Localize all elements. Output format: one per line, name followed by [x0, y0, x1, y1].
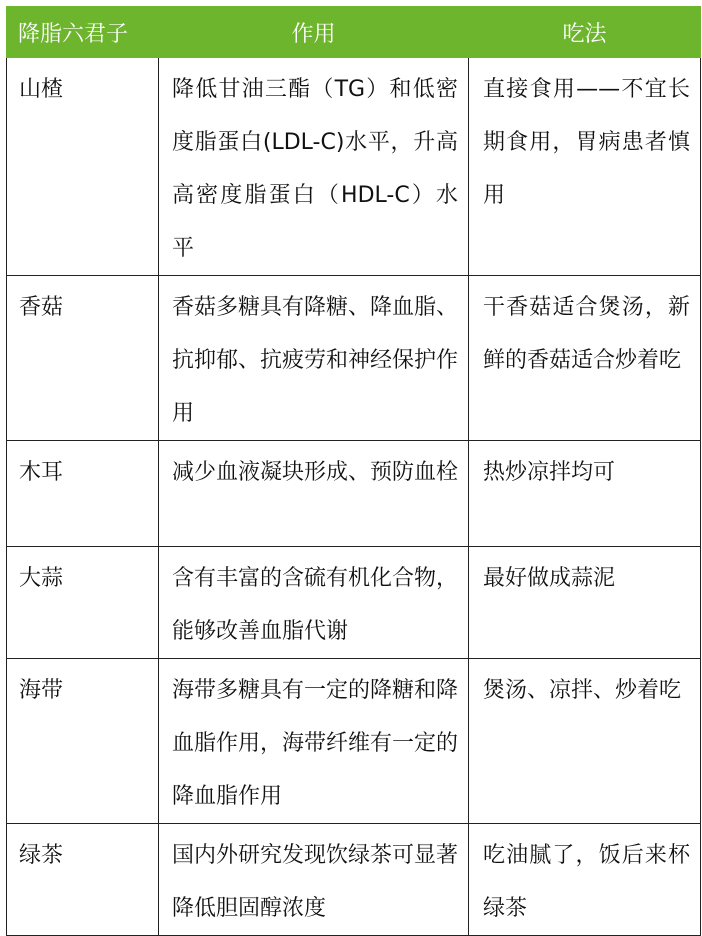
food-effect: 含有丰富的含硫有机化合物，能够改善血脂代谢 — [159, 547, 469, 659]
food-name: 山楂 — [7, 58, 159, 276]
food-eating-method: 最好做成蒜泥 — [469, 547, 701, 659]
table-row — [7, 58, 701, 276]
food-effect: 海带多糖具有一定的降糖和降血脂作用，海带纤维有一定的降血脂作用 — [159, 659, 469, 824]
table-row — [7, 276, 701, 441]
food-name: 香菇 — [7, 276, 159, 441]
food-eating-method: 热炒凉拌均可 — [469, 441, 701, 547]
table-row — [7, 547, 701, 659]
food-effect: 降低甘油三酯（TG）和低密度脂蛋白(LDL-C)水平，升高高密度脂蛋白（HDL-C）水平 — [159, 58, 469, 276]
lipid-food-table — [6, 6, 701, 936]
food-effect: 香菇多糖具有降糖、降血脂、抗抑郁、抗疲劳和神经保护作用 — [159, 276, 469, 441]
table-header-row — [7, 7, 701, 58]
header-eat: 吃法 — [469, 7, 701, 58]
food-eating-method: 吃油腻了，饭后来杯绿茶 — [469, 824, 701, 936]
food-name: 海带 — [7, 659, 159, 824]
food-eating-method: 煲汤、凉拌、炒着吃 — [469, 659, 701, 824]
table-row — [7, 441, 701, 547]
table-row — [7, 824, 701, 936]
food-effect: 国内外研究发现饮绿茶可显著降低胆固醇浓度 — [159, 824, 469, 936]
header-effect: 作用 — [159, 7, 469, 58]
header-food: 降脂六君子 — [7, 7, 159, 58]
food-eating-method: 直接食用——不宜长期食用，胃病患者慎用 — [469, 58, 701, 276]
table-row — [7, 659, 701, 824]
food-eating-method: 干香菇适合煲汤，新鲜的香菇适合炒着吃 — [469, 276, 701, 441]
food-name: 木耳 — [7, 441, 159, 547]
food-effect: 减少血液凝块形成、预防血栓 — [159, 441, 469, 547]
food-name: 大蒜 — [7, 547, 159, 659]
food-name: 绿茶 — [7, 824, 159, 936]
